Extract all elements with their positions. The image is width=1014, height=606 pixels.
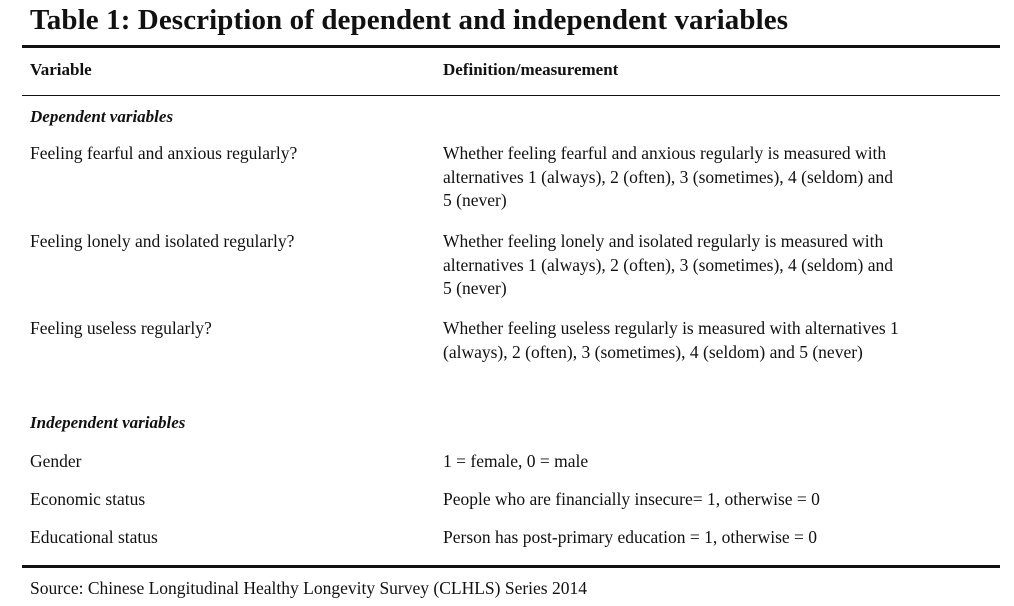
definition-line: Whether feeling lonely and isolated regularly is measured with bbox=[443, 231, 884, 251]
table-title: Table 1: Description of dependent and independent variables bbox=[30, 4, 789, 36]
header-rule bbox=[22, 95, 1000, 96]
section-label-independent: Independent variables bbox=[30, 413, 186, 432]
table-source-note: Source: Chinese Longitudinal Healthy Longevity Survey (CLHLS) Series 2014 bbox=[30, 578, 587, 598]
definition-line: 5 (never) bbox=[443, 190, 507, 210]
row-variable-gender: Gender bbox=[30, 451, 82, 471]
row-definition-fearful bbox=[443, 142, 893, 213]
row-definition-lonely bbox=[443, 230, 893, 301]
definition-line: Whether feeling fearful and anxious regularly is measured with bbox=[443, 143, 887, 163]
row-variable-useless: Feeling useless regularly? bbox=[30, 318, 212, 338]
bottom-rule bbox=[22, 565, 1000, 568]
definition-line: (always), 2 (often), 3 (sometimes), 4 (seldom) and 5 (never) bbox=[443, 341, 863, 362]
definition-line: 5 (never) bbox=[443, 278, 507, 298]
row-definition-educational: Person has post-primary education = 1, otherwise = 0 bbox=[443, 527, 818, 547]
definition-line: Whether feeling useless regularly is measured with alternatives 1 bbox=[443, 318, 899, 338]
definition-line: alternatives 1 (always), 2 (often), 3 (sometimes), 4 (seldom) and bbox=[443, 166, 894, 187]
row-variable-educational: Educational status bbox=[30, 527, 158, 547]
row-definition-gender: 1 = female, 0 = male bbox=[443, 451, 589, 471]
row-definition-useless bbox=[443, 317, 899, 364]
section-label-dependent: Dependent variables bbox=[30, 107, 174, 126]
definition-line: alternatives 1 (always), 2 (often), 3 (sometimes), 4 (seldom) and bbox=[443, 254, 894, 275]
header-definition: Definition/measurement bbox=[443, 60, 619, 79]
row-variable-fearful: Feeling fearful and anxious regularly? bbox=[30, 143, 298, 163]
row-variable-lonely: Feeling lonely and isolated regularly? bbox=[30, 231, 295, 251]
row-definition-economic: People who are financially insecure= 1, otherwise = 0 bbox=[443, 489, 820, 509]
row-variable-economic: Economic status bbox=[30, 489, 146, 509]
header-variable: Variable bbox=[30, 60, 92, 79]
top-rule bbox=[22, 45, 1000, 48]
